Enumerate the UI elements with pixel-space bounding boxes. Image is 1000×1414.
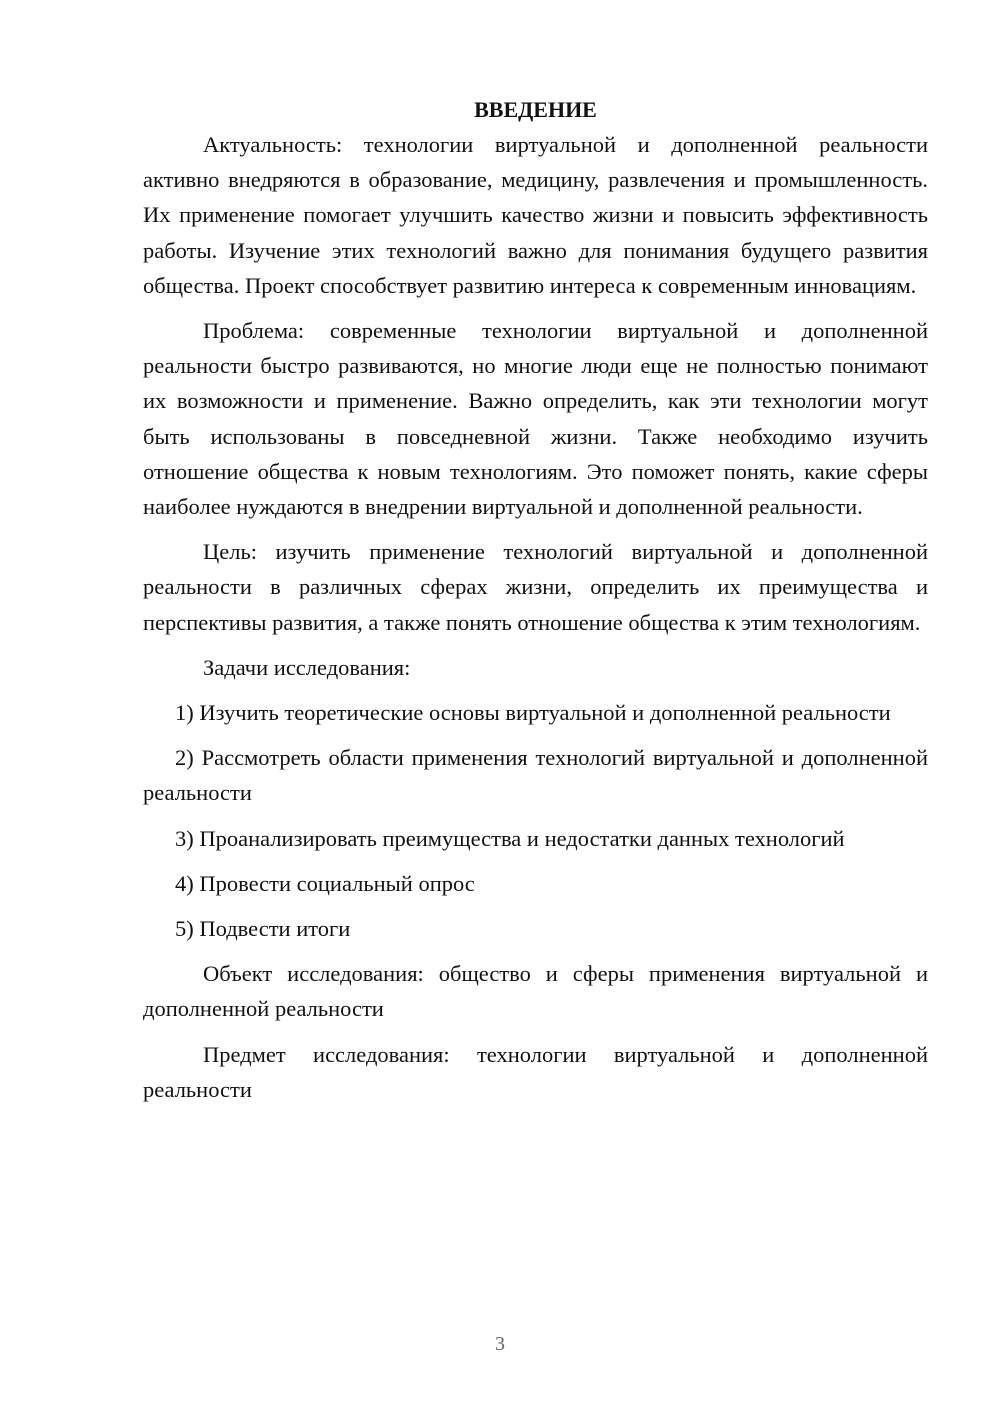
section-title: ВВЕДЕНИЕ (474, 97, 597, 122)
page-number: 3 (495, 1333, 505, 1355)
task-item-3: 3) Проанализировать преимущества и недостатки данных технологий (175, 825, 845, 851)
research-object-paragraph: Объект исследования: общество и сферы применения виртуальной и дополненной реальности (143, 961, 928, 1022)
page-content (143, 92, 928, 1107)
task-item-2: 2) Рассмотреть области применения технологий виртуальной и дополненной реальности (143, 745, 928, 806)
task-item-4: 4) Провести социальный опрос (175, 870, 475, 896)
relevance-paragraph: Актуальность: технологии виртуальной и дополненной реальности активно внедряются в образование, медицину, развлечения и промышленность. Их применение помогает улучшить качество жизни и повысить эффективность работы. Изучение этих технологий важно для понимания будущего развития общества. Проект способствует развитию интереса к современным инновациям. (143, 132, 928, 298)
task-item-5: 5) Подвести итоги (175, 916, 351, 942)
problem-paragraph: Проблема: современные технологии виртуальной и дополненной реальности быстро развиваются, но многие люди еще не полностью понимают их возможности и применение. Важно определить, как эти технологии могут быть использованы в повседневной жизни. Также необходимо изучить отношение общества к новым технологиям. Это поможет понять, какие сферы наиболее нуждаются в внедрении виртуальной и дополненной реальности. (143, 318, 928, 520)
goal-paragraph: Цель: изучить применение технологий виртуальной и дополненной реальности в различных сферах жизни, определить их преимущества и перспективы развития, а также понять отношение общества к этим технологиям. (143, 539, 928, 635)
task-item-1: 1) Изучить теоретические основы виртуальной и дополненной реальности (175, 700, 891, 726)
tasks-heading: Задачи исследования: (203, 654, 411, 680)
research-subject-paragraph: Предмет исследования: технологии виртуальной и дополненной реальности (143, 1041, 928, 1102)
